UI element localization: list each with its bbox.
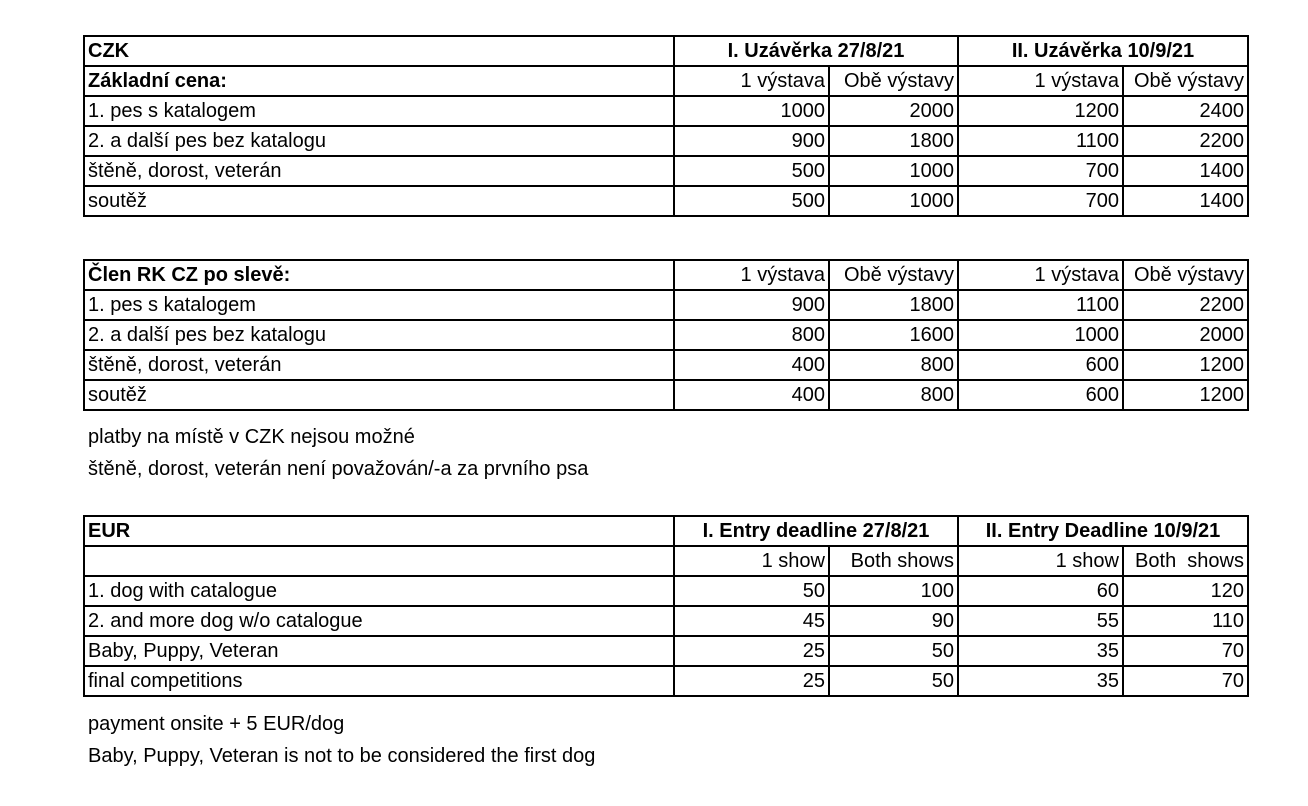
col-both-shows-header[interactable]: Both shows <box>829 546 958 576</box>
price-cell[interactable]: 500 <box>674 186 829 216</box>
czk-note-payment: platby na místě v CZK nejsou možné <box>88 426 415 448</box>
row-label[interactable]: soutěž <box>84 380 674 410</box>
price-cell[interactable]: 400 <box>674 350 829 380</box>
row-label[interactable]: final competitions <box>84 666 674 696</box>
price-cell[interactable]: 110 <box>1123 606 1248 636</box>
table-row <box>84 636 1248 666</box>
price-cell[interactable]: 700 <box>958 156 1123 186</box>
price-cell[interactable]: 800 <box>674 320 829 350</box>
table-row <box>84 290 1248 320</box>
price-cell[interactable]: 2200 <box>1123 126 1248 156</box>
empty-label-cell[interactable] <box>84 546 674 576</box>
table-subheader-row <box>84 546 1248 576</box>
price-cell[interactable]: 120 <box>1123 576 1248 606</box>
col-one-show-header[interactable]: 1 výstava <box>958 66 1123 96</box>
table-row <box>84 126 1248 156</box>
table-row <box>84 576 1248 606</box>
price-cell[interactable]: 900 <box>674 126 829 156</box>
eur-note-payment: payment onsite + 5 EUR/dog <box>88 713 345 735</box>
price-cell[interactable]: 2400 <box>1123 96 1248 126</box>
price-cell[interactable]: 90 <box>829 606 958 636</box>
col-one-show-header[interactable]: 1 výstava <box>674 260 829 290</box>
base-price-label[interactable]: Základní cena: <box>84 66 674 96</box>
price-cell[interactable]: 25 <box>674 636 829 666</box>
table-row <box>84 156 1248 186</box>
table-row <box>84 350 1248 380</box>
deadline-1-header[interactable]: I. Entry deadline 27/8/21 <box>674 516 958 546</box>
col-both-shows-header[interactable]: Obě výstavy <box>1123 260 1248 290</box>
price-cell[interactable]: 1200 <box>1123 350 1248 380</box>
col-one-show-header[interactable]: 1 show <box>674 546 829 576</box>
price-cell[interactable]: 600 <box>958 350 1123 380</box>
price-cell[interactable]: 100 <box>829 576 958 606</box>
row-label[interactable]: 1. dog with catalogue <box>84 576 674 606</box>
table-row <box>84 606 1248 636</box>
col-one-show-header[interactable]: 1 show <box>958 546 1123 576</box>
table-subheader-row <box>84 66 1248 96</box>
czk-note-first-dog: štěně, dorost, veterán není považován/-a za prvního psa <box>88 458 589 480</box>
table-row <box>84 320 1248 350</box>
row-label[interactable]: 2. and more dog w/o catalogue <box>84 606 674 636</box>
price-cell[interactable]: 50 <box>829 666 958 696</box>
table-row <box>84 380 1248 410</box>
price-cell[interactable]: 1400 <box>1123 156 1248 186</box>
currency-cell[interactable]: EUR <box>84 516 674 546</box>
price-cell[interactable]: 1400 <box>1123 186 1248 216</box>
price-cell[interactable]: 1000 <box>958 320 1123 350</box>
price-cell[interactable]: 900 <box>674 290 829 320</box>
price-cell[interactable]: 1200 <box>1123 380 1248 410</box>
deadline-2-header[interactable]: II. Entry Deadline 10/9/21 <box>958 516 1248 546</box>
row-label[interactable]: štěně, dorost, veterán <box>84 156 674 186</box>
row-label[interactable]: soutěž <box>84 186 674 216</box>
col-both-shows-header[interactable]: Both shows <box>1123 546 1248 576</box>
czk-base-price-table <box>83 35 1249 217</box>
col-one-show-header[interactable]: 1 výstava <box>958 260 1123 290</box>
price-cell[interactable]: 1200 <box>958 96 1123 126</box>
table-row <box>84 186 1248 216</box>
price-cell[interactable]: 1600 <box>829 320 958 350</box>
price-cell[interactable]: 25 <box>674 666 829 696</box>
price-cell[interactable]: 35 <box>958 636 1123 666</box>
price-cell[interactable]: 1100 <box>958 126 1123 156</box>
price-cell[interactable]: 50 <box>674 576 829 606</box>
price-cell[interactable]: 700 <box>958 186 1123 216</box>
col-one-show-header[interactable]: 1 výstava <box>674 66 829 96</box>
col-both-shows-header[interactable]: Obě výstavy <box>829 66 958 96</box>
price-cell[interactable]: 500 <box>674 156 829 186</box>
deadline-2-header[interactable]: II. Uzávěrka 10/9/21 <box>958 36 1248 66</box>
price-cell[interactable]: 1000 <box>829 156 958 186</box>
price-cell[interactable]: 1800 <box>829 126 958 156</box>
row-label[interactable]: 2. a další pes bez katalogu <box>84 320 674 350</box>
currency-cell[interactable]: CZK <box>84 36 674 66</box>
member-price-label[interactable]: Člen RK CZ po slevě: <box>84 260 674 290</box>
price-cell[interactable]: 70 <box>1123 666 1248 696</box>
price-cell[interactable]: 400 <box>674 380 829 410</box>
price-cell[interactable]: 45 <box>674 606 829 636</box>
table-header-row <box>84 36 1248 66</box>
price-cell[interactable]: 1000 <box>829 186 958 216</box>
price-cell[interactable]: 2000 <box>1123 320 1248 350</box>
price-cell[interactable]: 50 <box>829 636 958 666</box>
price-cell[interactable]: 1100 <box>958 290 1123 320</box>
table-subheader-row <box>84 260 1248 290</box>
price-cell[interactable]: 70 <box>1123 636 1248 666</box>
price-cell[interactable]: 60 <box>958 576 1123 606</box>
price-cell[interactable]: 55 <box>958 606 1123 636</box>
row-label[interactable]: Baby, Puppy, Veteran <box>84 636 674 666</box>
price-cell[interactable]: 1000 <box>674 96 829 126</box>
table-header-row <box>84 516 1248 546</box>
table-row <box>84 666 1248 696</box>
row-label[interactable]: štěně, dorost, veterán <box>84 350 674 380</box>
row-label[interactable]: 2. a další pes bez katalogu <box>84 126 674 156</box>
price-cell[interactable]: 2000 <box>829 96 958 126</box>
czk-member-price-table <box>83 259 1249 411</box>
price-cell[interactable]: 800 <box>829 350 958 380</box>
col-both-shows-header[interactable]: Obě výstavy <box>829 260 958 290</box>
eur-price-table <box>83 515 1249 697</box>
deadline-1-header[interactable]: I. Uzávěrka 27/8/21 <box>674 36 958 66</box>
price-cell[interactable]: 35 <box>958 666 1123 696</box>
row-label[interactable]: 1. pes s katalogem <box>84 96 674 126</box>
eur-note-first-dog: Baby, Puppy, Veteran is not to be considered the first dog <box>88 745 596 767</box>
row-label[interactable]: 1. pes s katalogem <box>84 290 674 320</box>
price-cell[interactable]: 2200 <box>1123 290 1248 320</box>
col-both-shows-header[interactable]: Obě výstavy <box>1123 66 1248 96</box>
price-cell[interactable]: 800 <box>829 380 958 410</box>
table-row <box>84 96 1248 126</box>
price-cell[interactable]: 1800 <box>829 290 958 320</box>
price-cell[interactable]: 600 <box>958 380 1123 410</box>
